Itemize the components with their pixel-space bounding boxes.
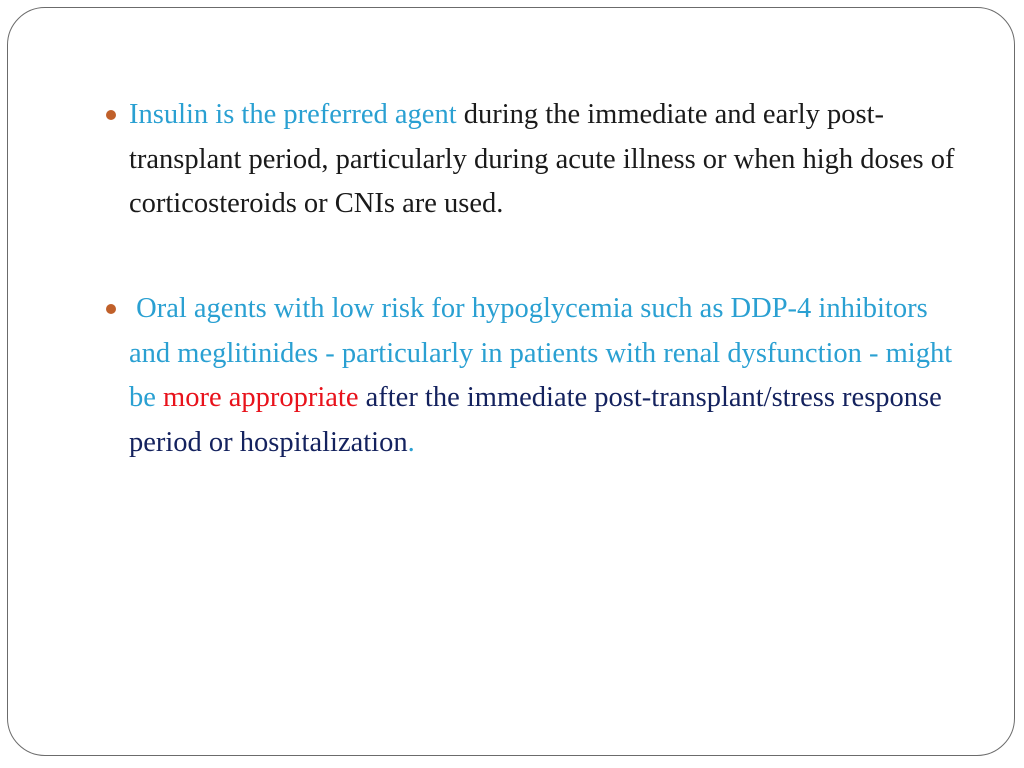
bullet-dot-icon (106, 304, 116, 314)
trailing-period-text: . (407, 426, 415, 458)
oral-agents-highlight-text: Oral agents with low risk for hypoglycemia such as DDP-4 inhibitors and meglitinides - particularly in patients with renal dysfunction - might be (129, 293, 960, 413)
bullet-item-oral-agents (129, 287, 959, 465)
slide-frame (7, 7, 1015, 756)
bullet-dot-icon (106, 110, 116, 120)
insulin-body-text: during the immediate and early post-transplant period, particularly during acute illness or when high doses of corticosteroids or CNIs are used. (129, 99, 962, 219)
bullet-item-insulin (129, 93, 962, 227)
more-appropriate-text: more appropriate (163, 382, 359, 413)
oral-agents-body-text: after the immediate post-transplant/stress response period or hospitalization (129, 382, 949, 458)
insulin-highlight-text: Insulin is the preferred agent (129, 99, 457, 130)
